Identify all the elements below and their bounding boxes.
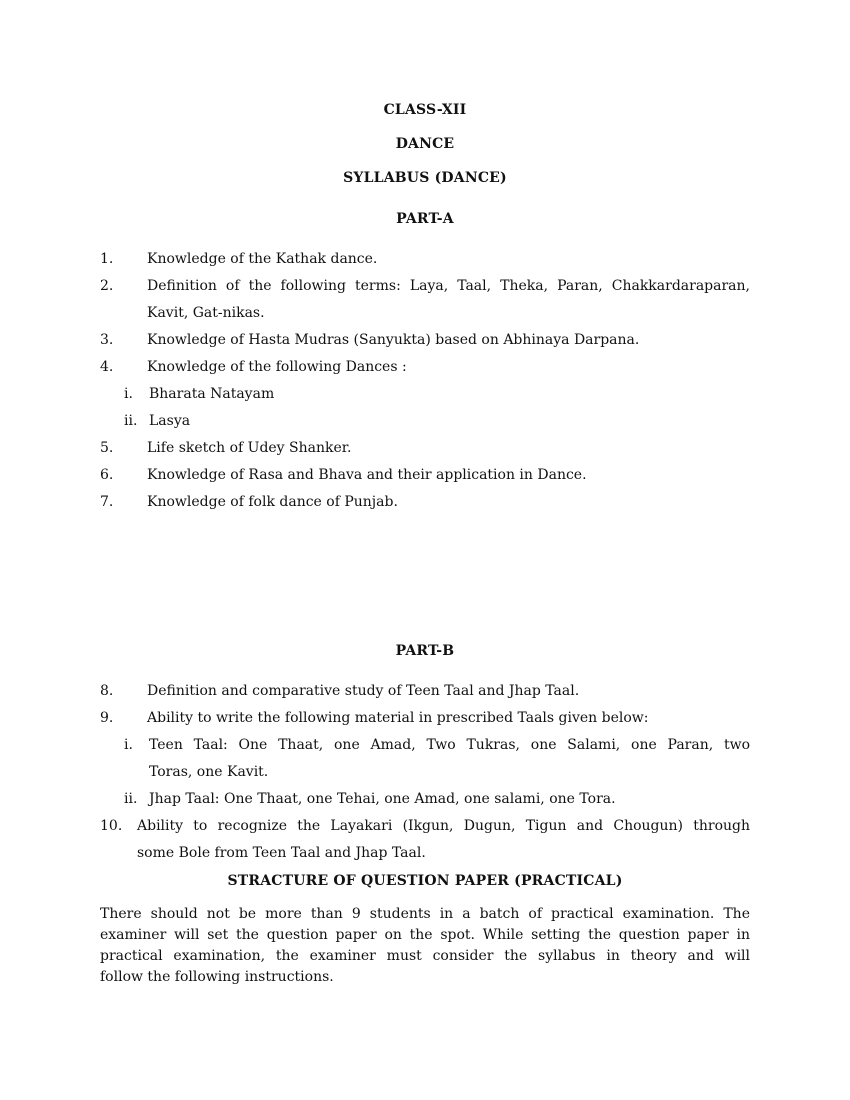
item-number: 10.	[100, 818, 123, 834]
list-item-2-continued	[100, 300, 750, 327]
item-text: Knowledge of Hasta Mudras (Sanyukta) based on Abhinaya Darpana.	[147, 332, 640, 348]
item-number: 8.	[100, 683, 114, 699]
subitem-number: ii.	[124, 791, 138, 807]
part-b-heading: PART-B	[395, 643, 455, 659]
subitem-number: ii.	[124, 413, 138, 429]
item-text: Knowledge of the following Dances :	[147, 359, 407, 375]
subitem-text: Toras, one Kavit.	[149, 764, 269, 780]
list-item-4	[100, 354, 750, 381]
list-item-8	[100, 678, 750, 705]
list-item-6	[100, 462, 750, 489]
item-number: 5.	[100, 440, 114, 456]
list-subitem-9-ii	[100, 786, 750, 813]
subitem-text: Teen Taal: One Thaat, one Amad, Two Tukras, one Salami, one Paran, two	[149, 737, 750, 753]
subitem-text: Jhap Taal: One Thaat, one Tehai, one Amad, one salami, one Tora.	[149, 791, 616, 807]
item-text: Ability to write the following material in prescribed Taals given below:	[147, 710, 649, 726]
item-text: Knowledge of the Kathak dance.	[147, 251, 378, 267]
subitem-number: i.	[124, 386, 133, 402]
list-item-3	[100, 327, 750, 354]
item-number: 9.	[100, 710, 114, 726]
subitem-number: i.	[124, 737, 133, 753]
list-item-2	[100, 273, 750, 300]
item-text: Definition of the following terms: Laya, Taal, Theka, Paran, Chakkardaraparan,	[147, 278, 750, 294]
list-item-9	[100, 705, 750, 732]
item-text: Definition and comparative study of Teen Taal and Jhap Taal.	[147, 683, 580, 699]
class-heading: CLASS-XII	[383, 102, 467, 118]
item-text: some Bole from Teen Taal and Jhap Taal.	[137, 845, 426, 861]
paragraph-line: follow the following instructions.	[100, 969, 334, 985]
subitem-text: Lasya	[149, 413, 191, 429]
list-item-7	[100, 489, 750, 516]
item-number: 1.	[100, 251, 114, 267]
list-item-10	[100, 813, 750, 840]
paragraph-line: examiner will set the question paper on the spot. While setting the question paper in	[100, 927, 750, 943]
part-a-heading: PART-A	[396, 211, 454, 227]
list-subitem-9-i	[100, 732, 750, 759]
item-number: 7.	[100, 494, 114, 510]
item-text: Ability to recognize the Layakari (Ikgun, Dugun, Tigun and Chougun) through	[137, 818, 750, 834]
list-item-1	[100, 246, 750, 273]
list-item-10-continued	[100, 840, 750, 867]
subitem-text: Bharata Natayam	[149, 386, 275, 402]
item-text: Knowledge of Rasa and Bhava and their application in Dance.	[147, 467, 587, 483]
item-text: Knowledge of folk dance of Punjab.	[147, 494, 398, 510]
item-text: Life sketch of Udey Shanker.	[147, 440, 352, 456]
syllabus-heading: SYLLABUS (DANCE)	[343, 170, 507, 186]
list-item-5	[100, 435, 750, 462]
item-text: Kavit, Gat-nikas.	[147, 305, 265, 321]
list-subitem-4-ii	[100, 408, 750, 435]
item-number: 6.	[100, 467, 114, 483]
item-number: 4.	[100, 359, 114, 375]
list-subitem-4-i	[100, 381, 750, 408]
paragraph-line: There should not be more than 9 students in a batch of practical examination. The	[100, 906, 750, 922]
item-number: 2.	[100, 278, 114, 294]
subject-heading: DANCE	[395, 136, 455, 152]
item-number: 3.	[100, 332, 114, 348]
structure-heading: STRACTURE OF QUESTION PAPER (PRACTICAL)	[227, 873, 623, 889]
instructions-paragraph	[100, 904, 750, 988]
paragraph-line: practical examination, the examiner must consider the syllabus in theory and will	[100, 948, 750, 964]
list-subitem-9-i-continued	[100, 759, 750, 786]
